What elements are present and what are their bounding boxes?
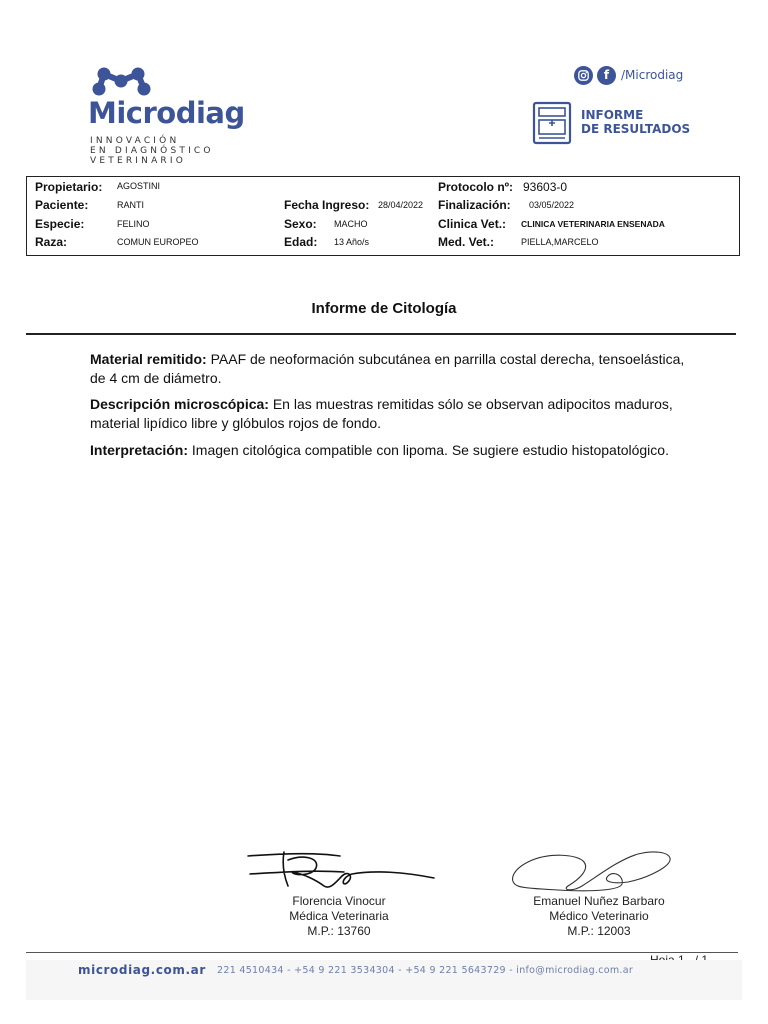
tagline-line-3: VETERINARIO [90,156,187,166]
social-handle[interactable]: /Microdiag [621,68,684,82]
brand-name: Microdiag [88,96,245,130]
instagram-icon[interactable] [574,66,593,85]
facebook-icon[interactable]: f [597,66,616,85]
informe-badge [532,101,712,145]
signer-1-mp: M.P.: 13760 [307,924,371,938]
badge-text [581,108,690,136]
med-vet-value: PIELLA,MARCELO [521,237,599,247]
badge-line-1: INFORME [581,108,644,122]
brand-tagline [90,136,214,166]
descripcion-paragraph [90,395,690,433]
microdiag-logo-icon [90,64,154,98]
footer-contact: 221 4510434 - +54 9 221 3534304 - +54 9 221 5643729 - info@microdiag.com.ar [217,965,634,976]
report-monitor-icon [532,101,572,145]
interpretacion-label: Interpretación: [90,442,189,458]
badge-line-2: DE RESULTADOS [581,122,691,136]
report-title: Informe de Citología [311,300,457,317]
material-label: Material remitido: [90,351,207,367]
edad-value: 13 Año/s [334,237,370,247]
signer-2-title: Médico Veterinario [549,909,649,923]
paciente-label: Paciente: [35,198,89,212]
protocolo-value: 93603-0 [523,180,568,194]
social-links [574,65,683,85]
raza-label: Raza: [35,235,68,249]
tagline-line-1: INNOVACIÓN [90,136,180,146]
title-divider [26,333,736,335]
interpretacion-text: Imagen citológica compatible con lipoma. Se sugiere estudio histopatológico. [188,442,669,458]
propietario-label: Propietario: [35,180,103,194]
signature-1-image [244,846,440,894]
clinica-value: CLINICA VETERINARIA ENSENADA [521,219,665,229]
signature-block-2 [506,894,692,939]
signature-block-1 [246,894,432,939]
descripcion-label: Descripción microscópica: [90,396,269,412]
material-text: PAAF de neoformación subcutánea en parrilla costal derecha, tensoelástica, de 4 cm de diámetro. [90,351,685,386]
signer-2-name: Emanuel Nuñez Barbaro [533,894,665,908]
sexo-label: Sexo: [284,217,317,231]
finalizacion-value: 03/05/2022 [529,200,575,210]
propietario-value: AGOSTINI [117,181,161,191]
fecha-ingreso-value: 28/04/2022 [378,200,424,210]
edad-label: Edad: [284,235,318,249]
signer-1-title: Médica Veterinaria [289,909,389,923]
signer-2-mp: M.P.: 12003 [567,924,631,938]
fecha-ingreso-label: Fecha Ingreso: [284,198,370,212]
protocolo-label: Protocolo nº: [438,180,514,194]
med-vet-label: Med. Vet.: [438,235,495,249]
interpretacion-paragraph [90,441,690,460]
signature-2-image [498,846,684,896]
microdiag-logo [88,64,288,174]
descripcion-text: En las muestras remitidas sólo se observan adipocitos maduros, material lipídico libre y glóbulos rojos de fondo. [90,396,673,431]
raza-value: COMUN EUROPEO [117,237,199,247]
clinica-label: Clinica Vet.: [438,217,507,231]
tagline-line-2: EN DIAGNÓSTICO [90,146,214,156]
especie-value: FELINO [117,219,150,229]
signer-1-name: Florencia Vinocur [292,894,386,908]
patient-info-box [26,176,740,256]
especie-label: Especie: [35,217,85,231]
material-paragraph [90,350,690,388]
footer-divider [26,952,738,953]
paciente-value: RANTI [117,200,144,210]
finalizacion-label: Finalización: [438,198,511,212]
footer-website[interactable]: microdiag.com.ar [78,963,206,977]
sexo-value: MACHO [334,219,368,229]
